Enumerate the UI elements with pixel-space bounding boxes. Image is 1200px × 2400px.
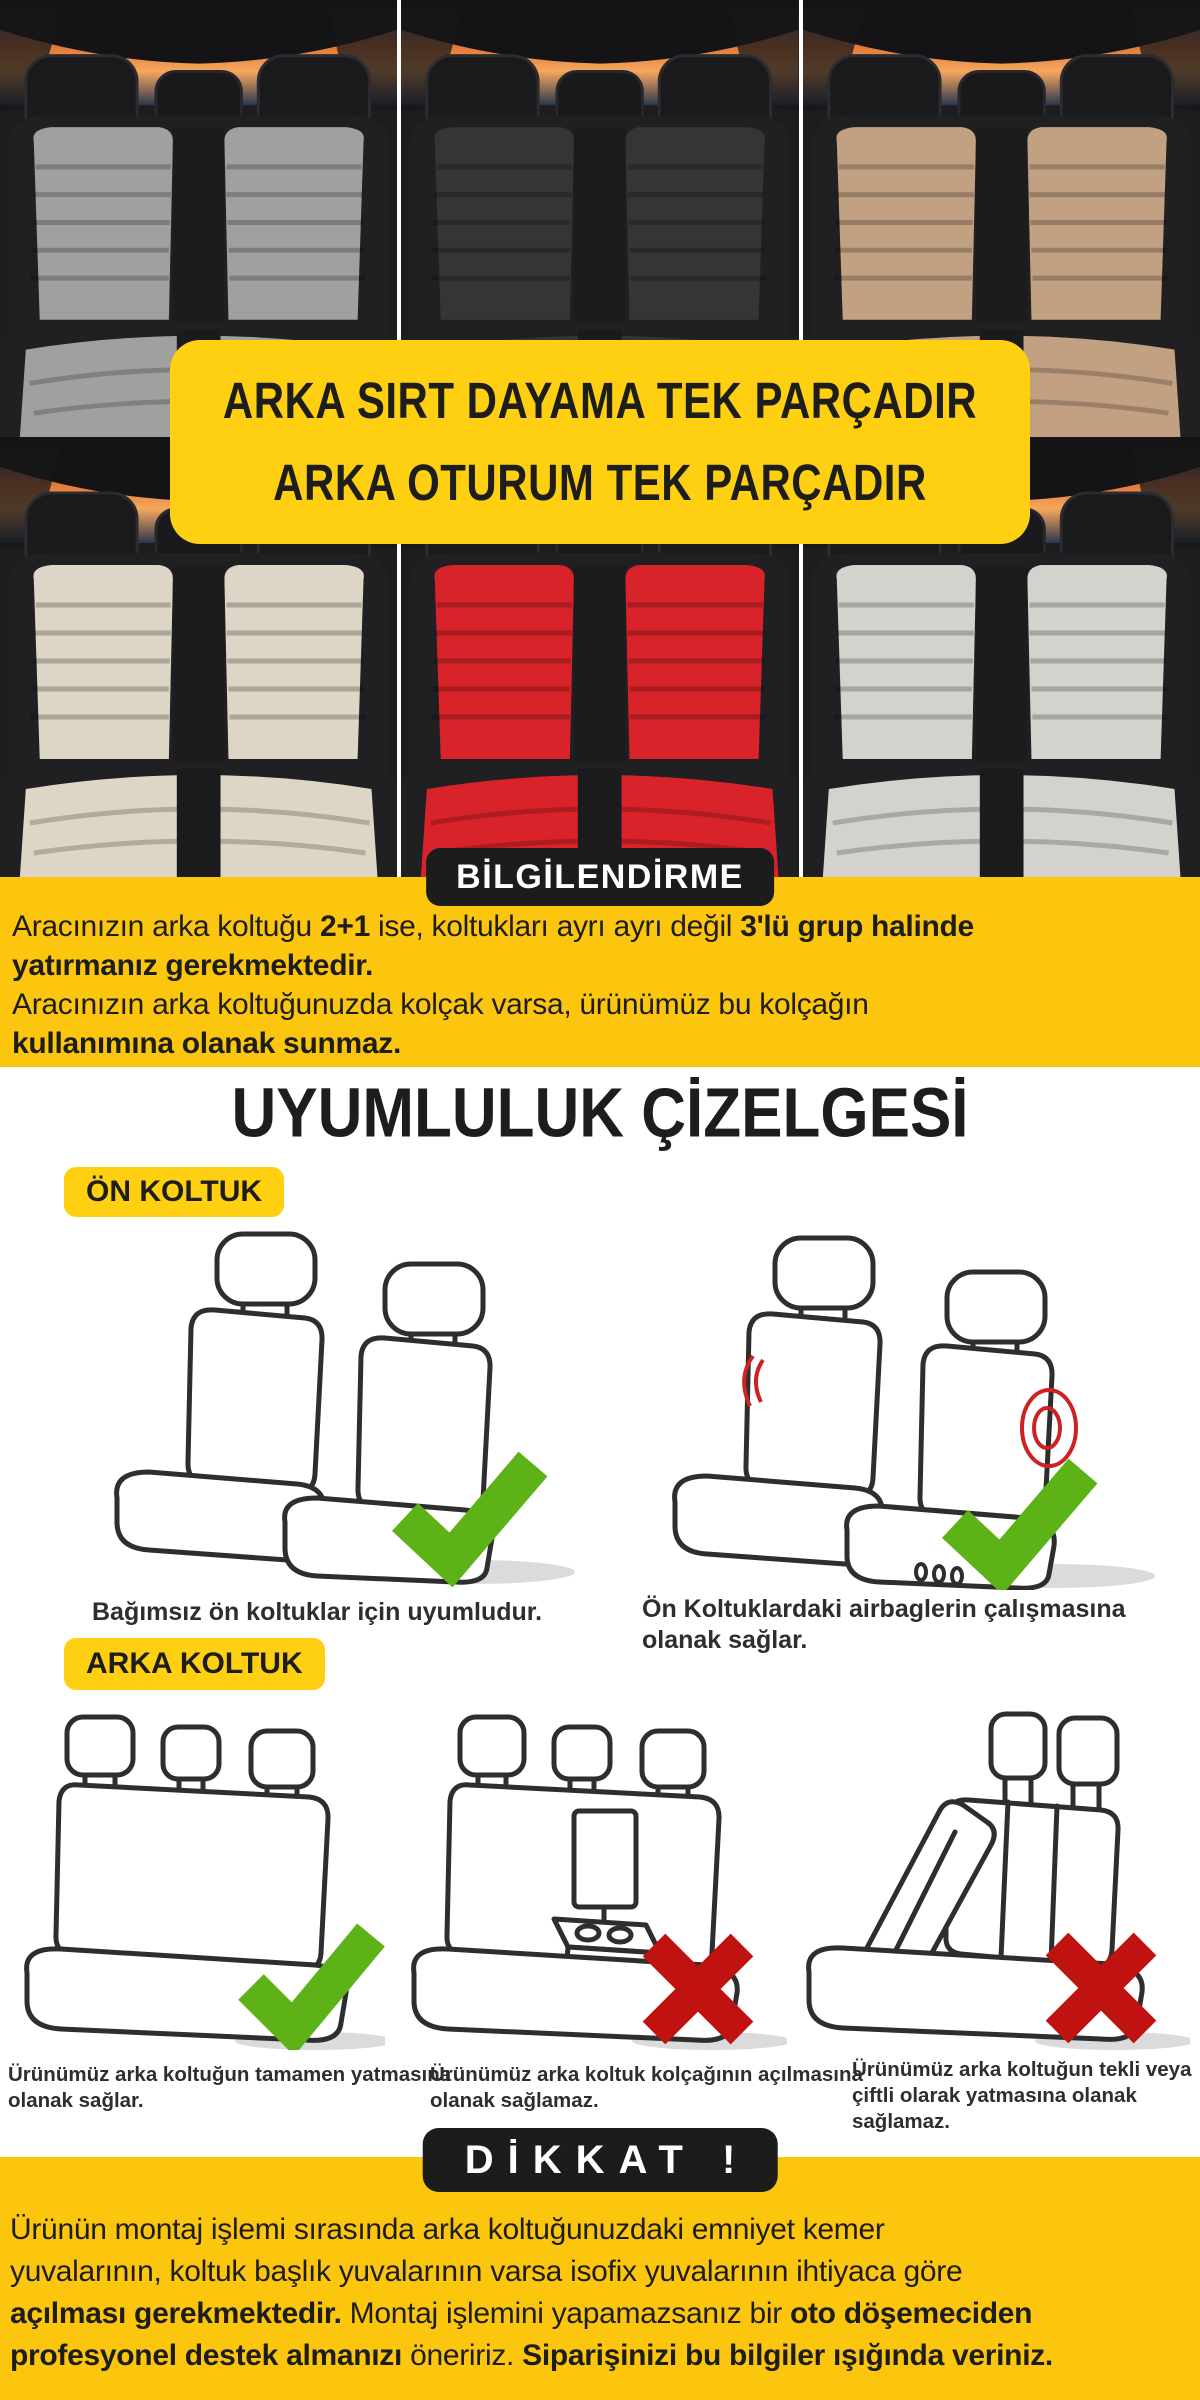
warning-text: Ürünün montaj işlemi sırasında arka koltuğunuzdaki emniyet kemer yuvalarının, koltuk başlık yuvalarının varsa isofix yuvalarının ihtiyaca göre açılması gerekmektedir. Montaj işlemini yapamazsanız bir oto döşemeciden profesyonel destek almanızı öneririz. Siparişinizi bu bilgiler ışığında veriniz. — [0, 2157, 1200, 2400]
rear-caption-3: Ürünümüz arka koltuğun tekli veya çiftli olarak yatmasına olanak sağlamaz. — [852, 2058, 1192, 2133]
banner-line-1: ARKA SIRT DAYAMA TEK PARÇADIR — [222, 371, 978, 430]
warning-badge: DİKKAT ! — [423, 2128, 778, 2192]
front-seats-airbag-illustration — [625, 1228, 1170, 1590]
compatibility-title: UYUMLULUK ÇİZELGESİ — [231, 1074, 969, 1153]
rear-bench-armrest-illustration — [402, 1705, 787, 2050]
information-badge: BİLGİLENDİRME — [426, 848, 774, 906]
headline-banner — [170, 340, 1030, 544]
banner-line-2: ARKA OTURUM TEK PARÇADIR — [273, 453, 927, 512]
rear-seat-badge: ARKA KOLTUK — [64, 1638, 325, 1690]
rear-caption-2: Ürünümüz arka koltuk kolçağının açılmasına olanak sağlamaz. — [430, 2063, 863, 2112]
rear-bench-fold-ok-illustration — [15, 1705, 385, 2050]
front-seats-illustration — [55, 1222, 595, 1587]
rear-bench-split-illustration — [795, 1700, 1190, 2050]
front-seat-badge: ÖN KOLTUK — [64, 1167, 284, 1217]
front-caption-1: Bağımsız ön koltuklar için uyumludur. — [92, 1598, 543, 1626]
rear-caption-1: Ürünümüz arka koltuğun tamamen yatmasına olanak sağlar. — [8, 2063, 452, 2112]
front-caption-2: Ön Koltuklardaki airbaglerin çalışmasına olanak sağlar. — [642, 1595, 1126, 1654]
information-text: Aracınızın arka koltuğu 2+1 ise, koltukları ayrı ayrı değil 3'lü grup halinde yatırmanız gerekmektedir. Aracınızın arka koltuğunuzda kolçak varsa, ürünümüz bu kolçağın kullanımına olanak sunmaz. — [0, 877, 1200, 1067]
